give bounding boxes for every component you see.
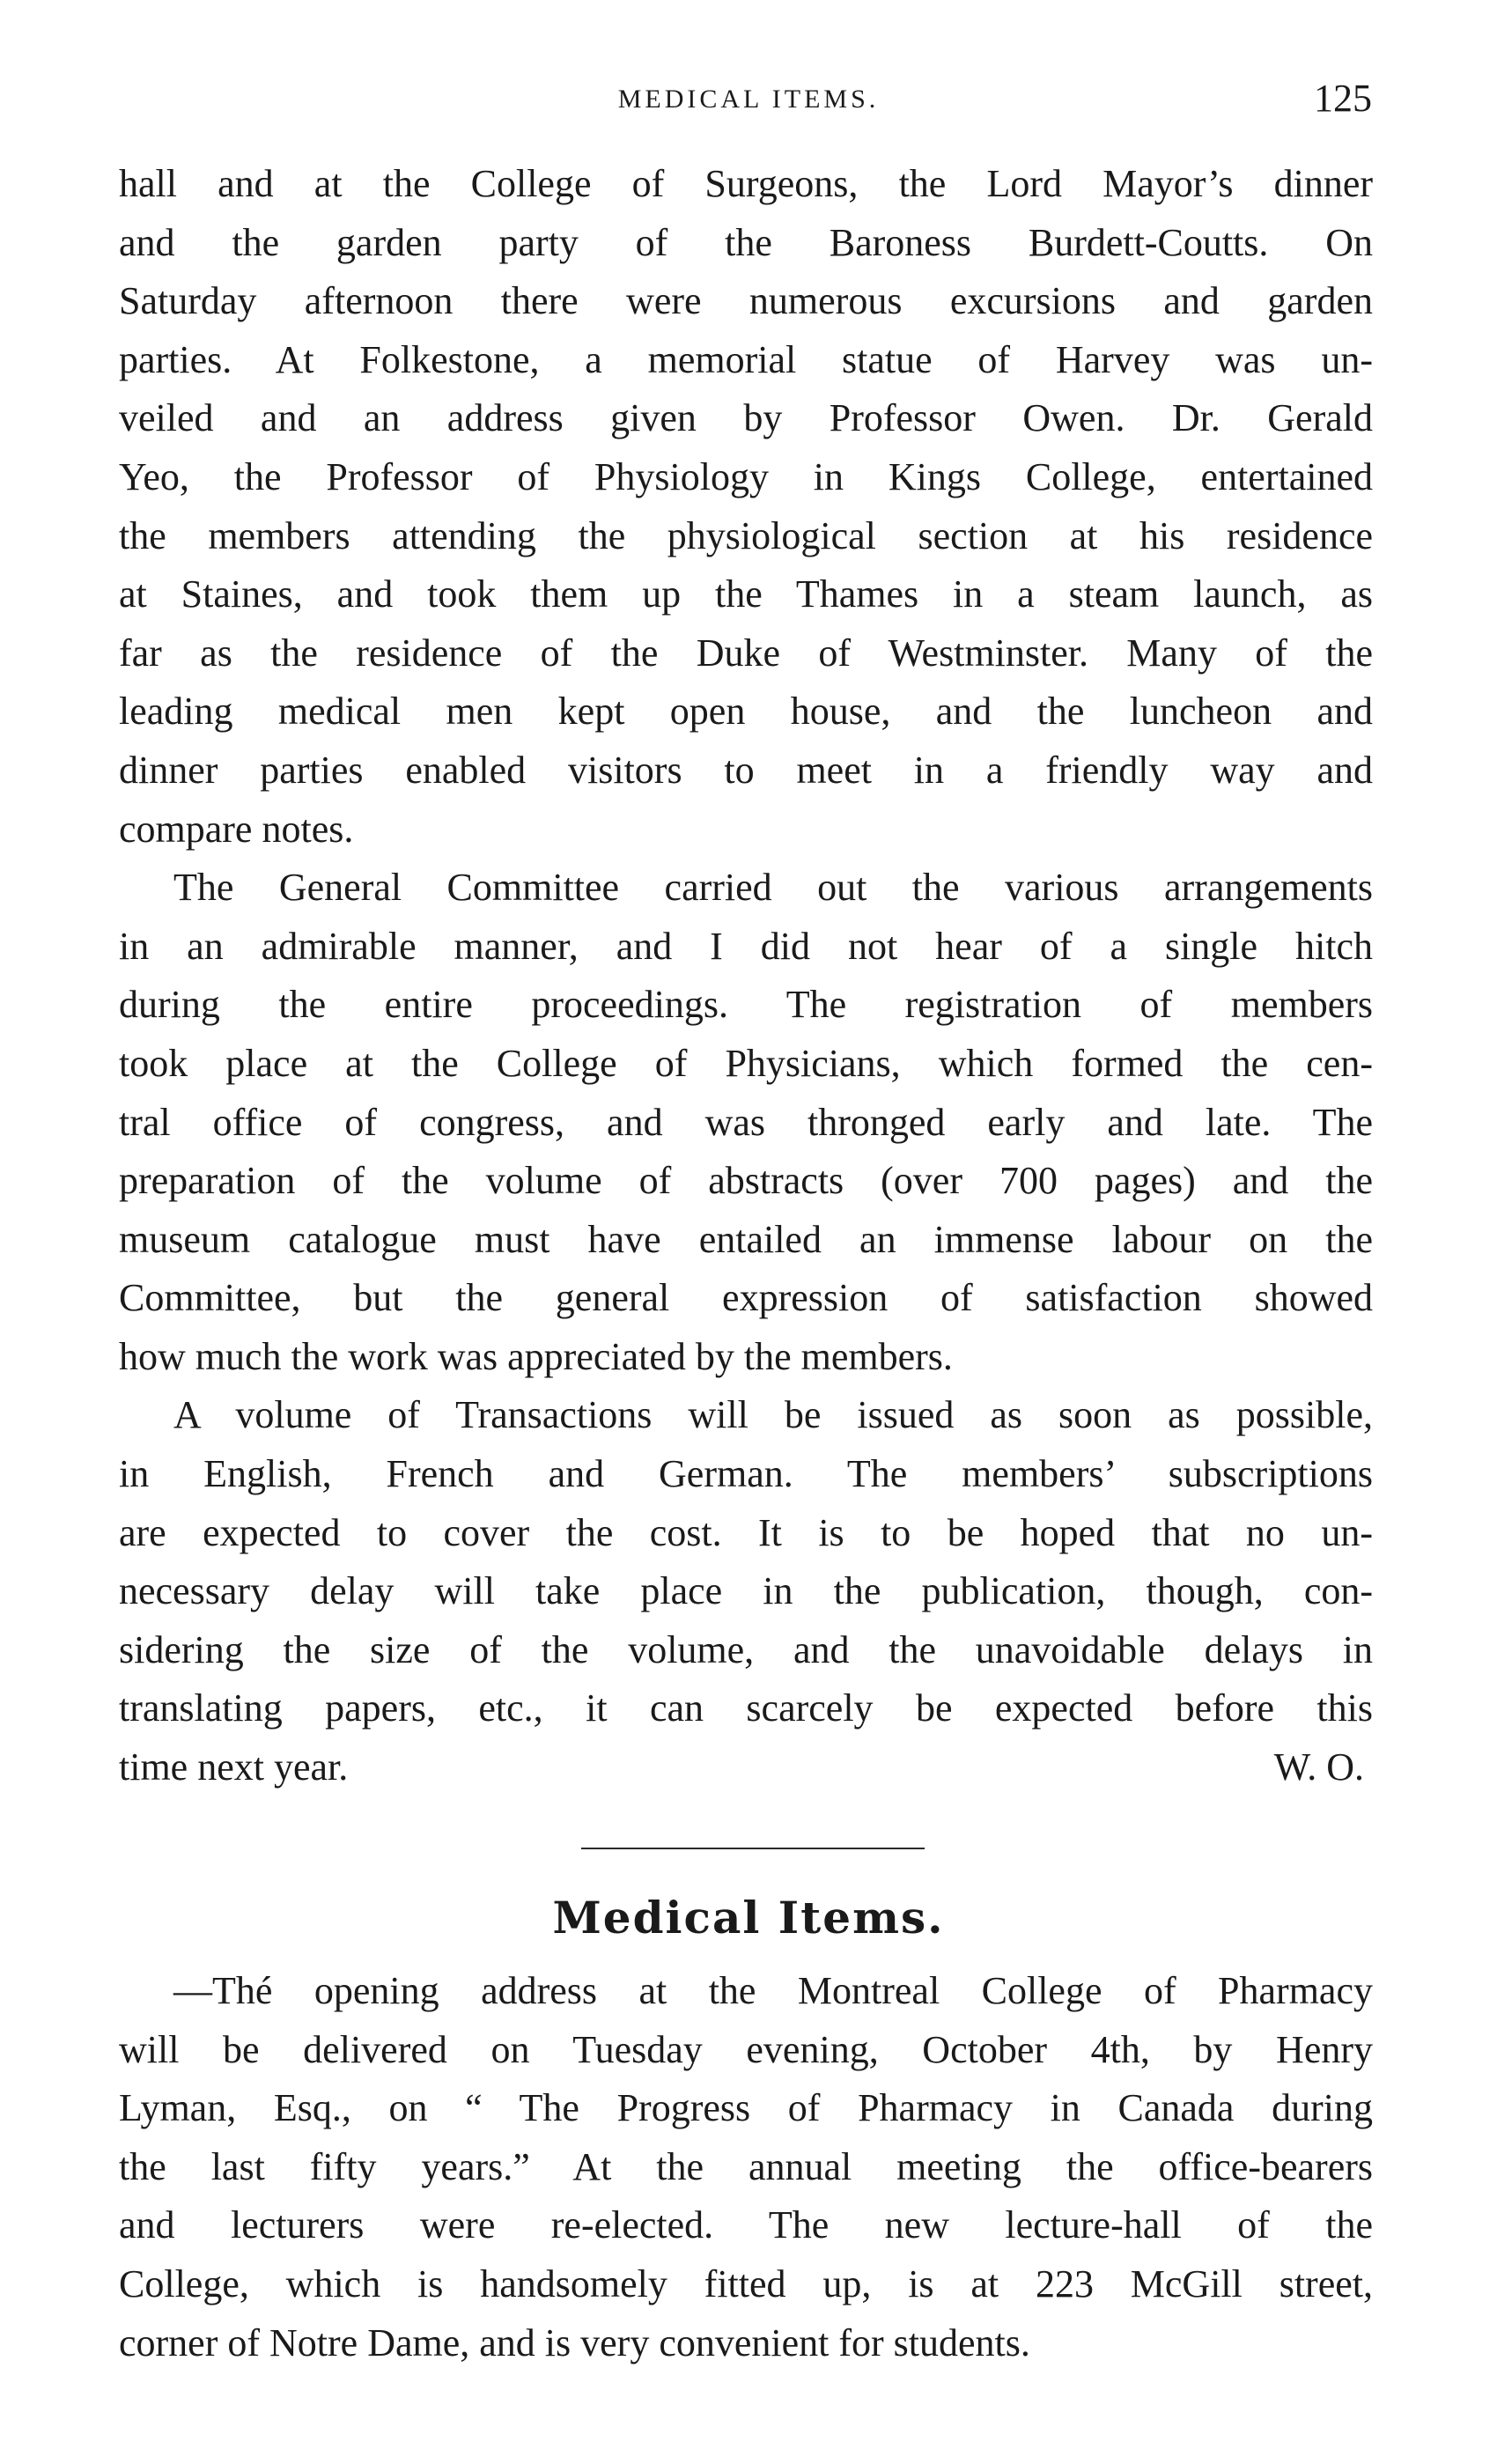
- text-line: Committee, but the general expression of satisfaction showed: [119, 1276, 1373, 1320]
- text-line: compare notes.: [119, 807, 354, 851]
- text-line: tral office of congress, and was thronged early and late. The: [119, 1100, 1373, 1144]
- section-heading: Medical Items.: [552, 1892, 945, 1944]
- text-line: in an admirable manner, and I did not hear of a single hitch: [119, 924, 1373, 968]
- text-line: —Thé opening address at the Montreal College of Pharmacy: [173, 1969, 1373, 2012]
- article-text: [119, 155, 1373, 1797]
- text-line: and the garden party of the Baroness Burdett-Coutts. On: [119, 220, 1373, 264]
- text-line: Yeo, the Professor of Physiology in Kings College, entertained: [119, 454, 1373, 498]
- text-line-with-signature: [119, 1738, 1373, 1797]
- text-line: at Staines, and took them up the Thames in a steam launch, as: [119, 572, 1373, 616]
- text-line: translating papers, etc., it can scarcely be expected before this: [119, 1686, 1373, 1730]
- text-line: in English, French and German. The members’ subscriptions: [119, 1452, 1373, 1496]
- text-line: the last fifty years.” At the annual meeting the office-bearers: [119, 2144, 1373, 2188]
- section-divider: [581, 1848, 925, 1849]
- text-line: took place at the College of Physicians, which formed the cen-: [119, 1041, 1373, 1085]
- text-line: hall and at the College of Surgeons, the Lord Mayor’s dinner: [119, 162, 1373, 205]
- text-line: corner of Notre Dame, and is very convenient for students.: [119, 2320, 1030, 2364]
- text-line: necessary delay will take place in the publication, though, con-: [119, 1569, 1373, 1613]
- text-line: sidering the size of the volume, and the unavoidable delays in: [119, 1627, 1373, 1671]
- text-line: how much the work was appreciated by the members.: [119, 1334, 953, 1378]
- page-number: 125: [1314, 77, 1372, 120]
- running-title: MEDICAL ITEMS.: [617, 85, 880, 114]
- text-line: are expected to cover the cost. It is to be hoped that no un-: [119, 1510, 1373, 1554]
- text-line: Saturday afternoon there were numerous excursions and garden: [119, 279, 1373, 323]
- text-line: during the entire proceedings. The registration of members: [119, 983, 1373, 1027]
- text-line: time next year.: [119, 1745, 349, 1789]
- text-line: Lyman, Esq., on “ The Progress of Pharmacy in Canada during: [119, 2086, 1373, 2130]
- text-line: preparation of the volume of abstracts (over 700 pages) and the: [119, 1159, 1373, 1203]
- text-line: leading medical men kept open house, and the luncheon and: [119, 690, 1373, 734]
- text-line: dinner parties enabled visitors to meet in a friendly way and: [119, 748, 1373, 792]
- text-line: and lecturers were re-elected. The new lecture-hall of the: [119, 2203, 1373, 2247]
- signature: W. O.: [1273, 1745, 1364, 1789]
- text-line: The General Committee carried out the various arrangements: [173, 866, 1373, 910]
- text-line: veiled and an address given by Professor Owen. Dr. Gerald: [119, 396, 1373, 440]
- text-line: museum catalogue must have entailed an immense labour on the: [119, 1217, 1373, 1261]
- text-line: parties. At Folkestone, a memorial statue of Harvey was un-: [119, 337, 1373, 381]
- running-head: [0, 77, 1497, 125]
- text-line: College, which is handsomely fitted up, is at 223 McGill street,: [119, 2261, 1373, 2305]
- text-line: the members attending the physiological section at his residence: [119, 513, 1373, 557]
- text-line: will be delivered on Tuesday evening, October 4th, by Henry: [119, 2027, 1373, 2071]
- medical-items-text: [119, 1962, 1373, 2372]
- text-line: far as the residence of the Duke of Westminster. Many of the: [119, 631, 1373, 675]
- text-line: A volume of Transactions will be issued as soon as possible,: [173, 1393, 1373, 1437]
